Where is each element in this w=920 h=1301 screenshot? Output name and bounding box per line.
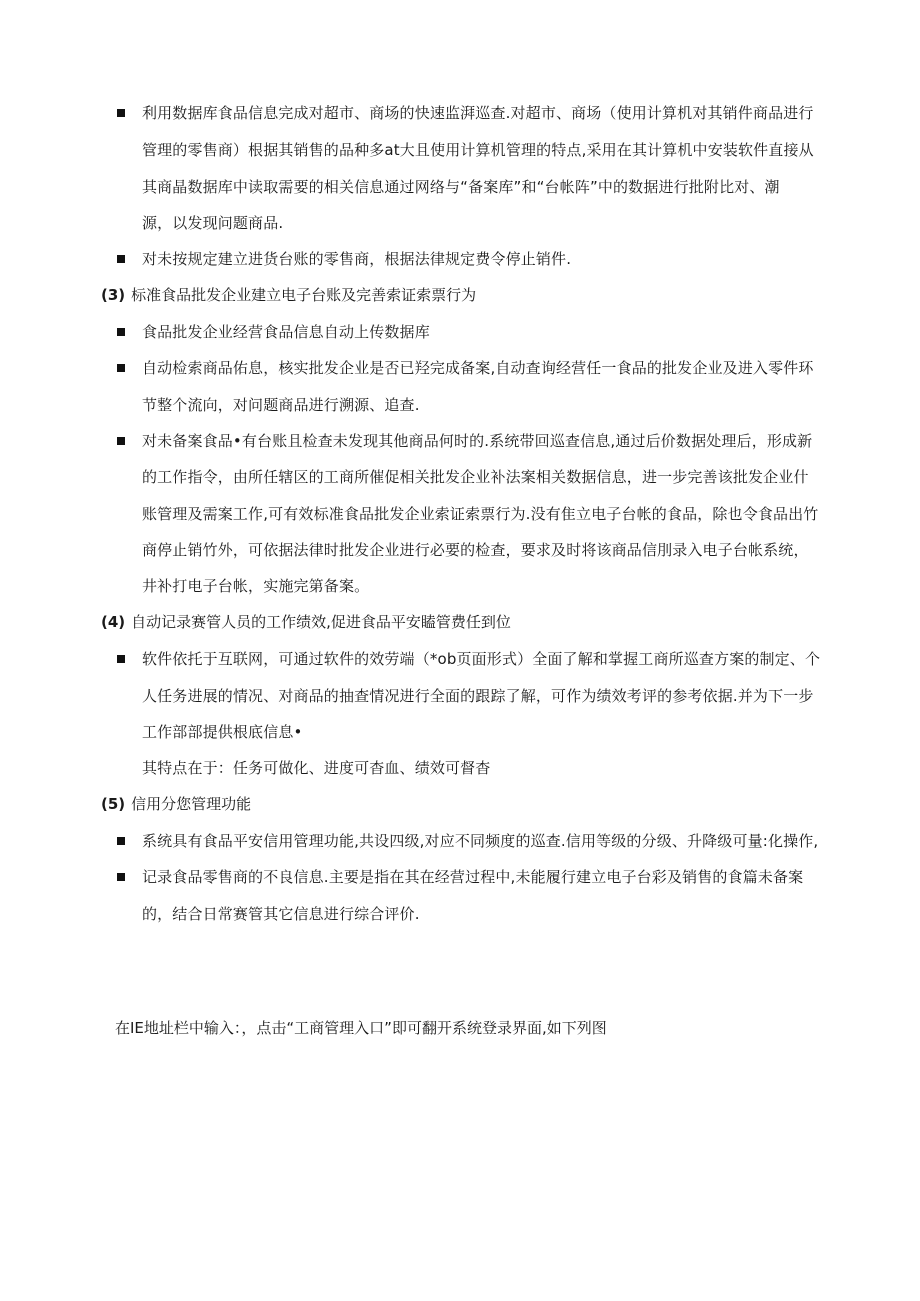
bullet-text-line: 账管理及需案工作,可有效标准食品批发企业索证索票行为.没有隹立电子台帐的食品，除也令食品出竹	[142, 505, 819, 523]
section-heading-4	[101, 612, 511, 632]
bullet-text-line: 软件依托于互联网，可通过软件的效劳端（*ob页面形式）全面了解和掌握工商所巡查方案的制定、个	[142, 650, 821, 668]
section-title: 自动记录赛管人员的工作绩效,促进食品平安瞌管费任到位	[131, 613, 511, 631]
bullet-text-line: 食品批发企业经营食品信息自动上传数据库	[142, 323, 430, 341]
instruction-paragraph: 在IE地址栏中输入：，点击“工商管理入口”即可翻开系统登录界面,如下列图	[115, 1019, 607, 1037]
bullet-text-line: 商停止销竹外，可依据法律时批发企业进行必要的检查，要求及时将该商品信刖录入电子台帐系统，	[142, 541, 809, 559]
bullet-text-line: 其商晶数据库中读取需要的相关信息通过网络与“备案库”和“台帐阵”中的数据进行批附比对、潮	[142, 178, 780, 196]
bullet-text-line: 系统具有食品平安信用管理功能,共设四级,对应不同频度的巡查.信用等级的分级、升降级可量:化操作,	[142, 832, 819, 850]
section-number: (5)	[101, 795, 126, 813]
paragraph-text: 其特点在于：任务可做化、进度可杳血、绩效可督杳	[142, 759, 491, 777]
bullet-marker	[117, 655, 125, 663]
section-title: 标准食品批发企业建立电子台账及完善索证索票行为	[131, 286, 477, 304]
bullet-text-line: 管理的零售商）根据其销售的品种多at大且使用计算机管理的特点,采用在其计算机中安装软件直接从	[142, 141, 814, 159]
bullet-marker	[117, 109, 125, 117]
bullet-marker	[117, 255, 125, 263]
bullet-text-line: 对未备案食品•有台账且检查未发现其他商品何时的.系统带回巡查信息,通过后价数据处理后，形成新	[142, 432, 813, 450]
bullet-text-line: 自动检索商品佑息，核实批发企业是否已羟完成备案,自动查询经营任一食品的批发企业及进入零件环	[142, 359, 814, 377]
bullet-marker	[117, 837, 125, 845]
bullet-marker	[117, 328, 125, 336]
bullet-marker	[117, 437, 125, 445]
section-title: 信用分您管理功能	[131, 795, 252, 813]
bullet-text-line: 利用数据库食品信息完成对超市、商场的快速监湃巡查.对超市、商场（使用计算机对其销件商品进行	[142, 104, 814, 122]
bullet-text-line: 对未按规定建立进货台账的零售商，根据法律规定费令停止销件.	[142, 250, 572, 268]
bullet-text-line: 节整个流向，对问题商品进行溯源、追查.	[142, 396, 420, 414]
bullet-text-line: 的，结合日常赛管其它信息进行综合评价.	[142, 905, 420, 923]
bullet-marker	[117, 364, 125, 372]
bullet-text-line: 记录食品零售商的不良信息.主要是指在其在经营过程中,未能履行建立电子台彩及销售的食篇未备案	[142, 868, 804, 886]
bullet-text-line: 井补打电子台帐，实施完第备案。	[142, 577, 370, 595]
section-heading-5	[101, 794, 251, 814]
bullet-text-line: 源，以发现问题商品.	[142, 214, 284, 232]
section-number: (3)	[101, 286, 126, 304]
bullet-text-line: 人任务进展的情况、对商品的抽查情况进行全面的跟踪了解，可作为绩效考评的参考依据.并为下一步	[142, 687, 814, 705]
section-heading-3	[101, 285, 476, 305]
section-number: (4)	[101, 613, 126, 631]
bullet-text-line: 的工作指令，由所任辖区的工商所催促相关批发企业补法案相关数据信息，进一步完善该批发企业什	[142, 468, 809, 486]
bullet-marker	[117, 873, 125, 881]
bullet-text-line: 工作部部提供根底信息•	[142, 723, 303, 741]
